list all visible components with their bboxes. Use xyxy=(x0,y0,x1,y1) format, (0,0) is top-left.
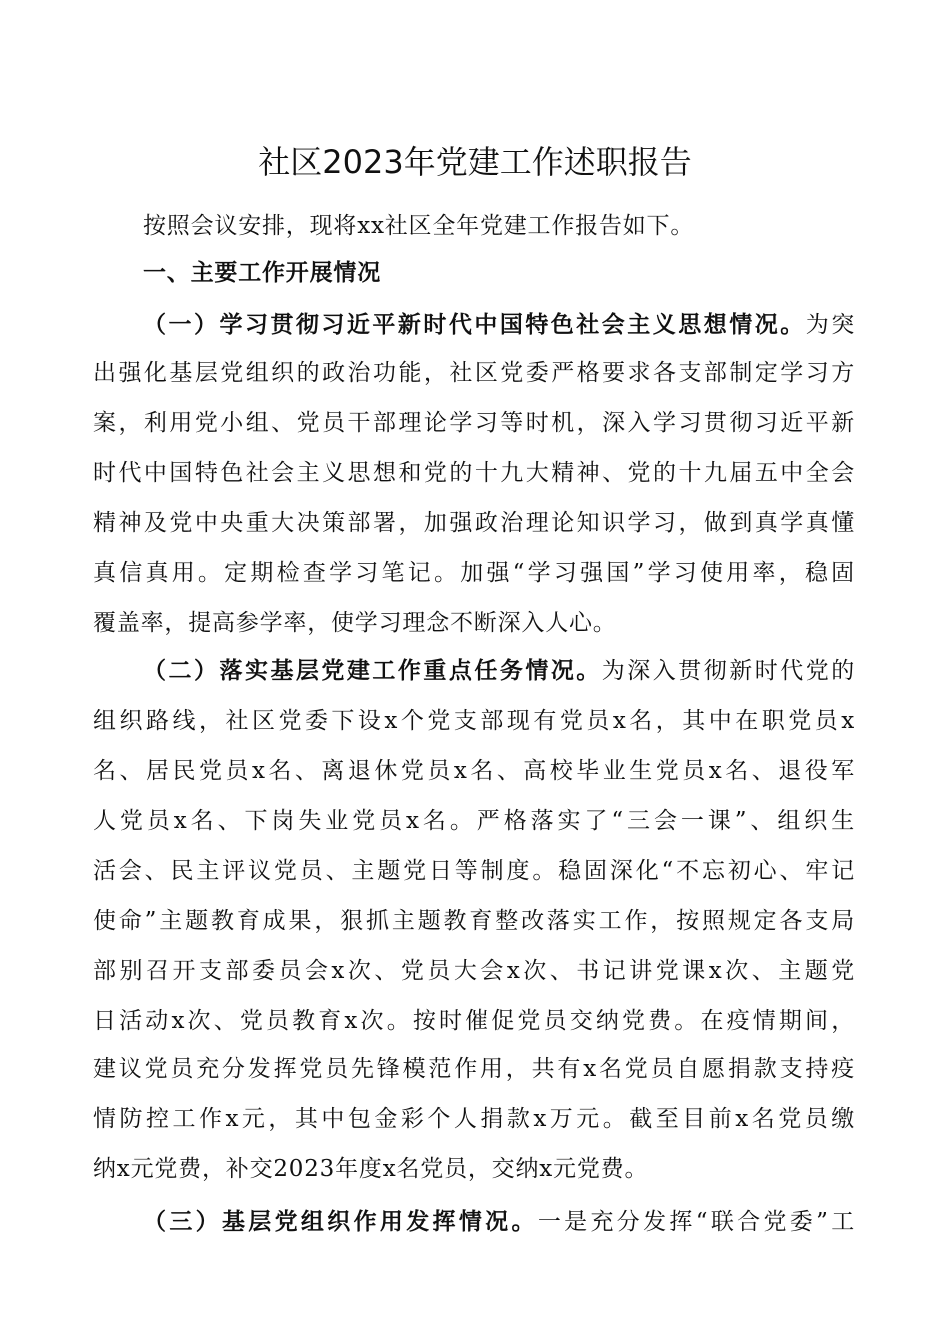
paragraph-1-line: 出强化基层党组织的政治功能，社区党委严格要求各支部制定学习方 xyxy=(93,360,855,386)
paragraph-1-line: 真信真用。定期检查学习笔记。加强“学习强国”学习使用率，稳固 xyxy=(93,560,855,586)
paragraph-3-line: （三）基层党组织作用发挥情况。一是充分发挥“联合党委”工 xyxy=(143,1209,855,1235)
paragraph-2-lead: （二）落实基层党建工作重点任务情况。 xyxy=(143,658,602,684)
paragraph-2-line: 活会、民主评议党员、主题党日等制度。稳固深化“不忘初心、牢记 xyxy=(93,858,855,884)
paragraph-2-line: 使命”主题教育成果，狠抓主题教育整改落实工作，按照规定各支局 xyxy=(93,908,855,934)
paragraph-2-line: 纳x元党费，补交2023年度x名党员，交纳x元党费。 xyxy=(93,1156,649,1182)
document-title: 社区2023年党建工作述职报告 xyxy=(258,143,692,181)
paragraph-1-line: （一）学习贯彻习近平新时代中国特色社会主义思想情况。为突 xyxy=(143,312,855,338)
paragraph-1-line: 覆盖率，提高参学率，使学习理念不断深入人心。 xyxy=(93,610,617,636)
paragraph-1-line: 精神及党中央重大决策部署，加强政治理论知识学习，做到真学真懂 xyxy=(93,510,855,536)
section-heading: 一、主要工作开展情况 xyxy=(143,260,381,286)
paragraph-1-line: 案，利用党小组、党员干部理论学习等时机，深入学习贯彻习近平新 xyxy=(93,410,855,436)
paragraph-2-line: 部别召开支部委员会x次、党员大会x次、书记讲党课x次、主题党 xyxy=(93,958,855,984)
intro-paragraph: 按照会议安排，现将xx社区全年党建工作报告如下。 xyxy=(143,213,695,239)
paragraph-2-line: 日活动x次、党员教育x次。按时催促党员交纳党费。在疫情期间， xyxy=(93,1008,855,1034)
paragraph-3-lead: （三）基层党组织作用发挥情况。 xyxy=(143,1209,538,1235)
paragraph-2-line: 人党员x名、下岗失业党员x名。严格落实了“三会一课”、组织生 xyxy=(93,808,855,834)
paragraph-2-line: 情防控工作x元，其中包金彩个人捐款x万元。截至目前x名党员缴 xyxy=(93,1106,855,1132)
paragraph-2-line: 名、居民党员x名、离退休党员x名、高校毕业生党员x名、退役军 xyxy=(93,758,855,784)
paragraph-2-line: 组织路线，社区党委下设x个党支部现有党员x名，其中在职党员x xyxy=(93,708,855,734)
paragraph-1-lead: （一）学习贯彻习近平新时代中国特色社会主义思想情况。 xyxy=(143,312,806,338)
paragraph-1-line: 时代中国特色社会主义思想和党的十九大精神、党的十九届五中全会 xyxy=(93,460,855,486)
paragraph-2-line: （二）落实基层党建工作重点任务情况。为深入贯彻新时代党的 xyxy=(143,658,855,684)
paragraph-2-line: 建议党员充分发挥党员先锋模范作用，共有x名党员自愿捐款支持疫 xyxy=(93,1056,855,1082)
